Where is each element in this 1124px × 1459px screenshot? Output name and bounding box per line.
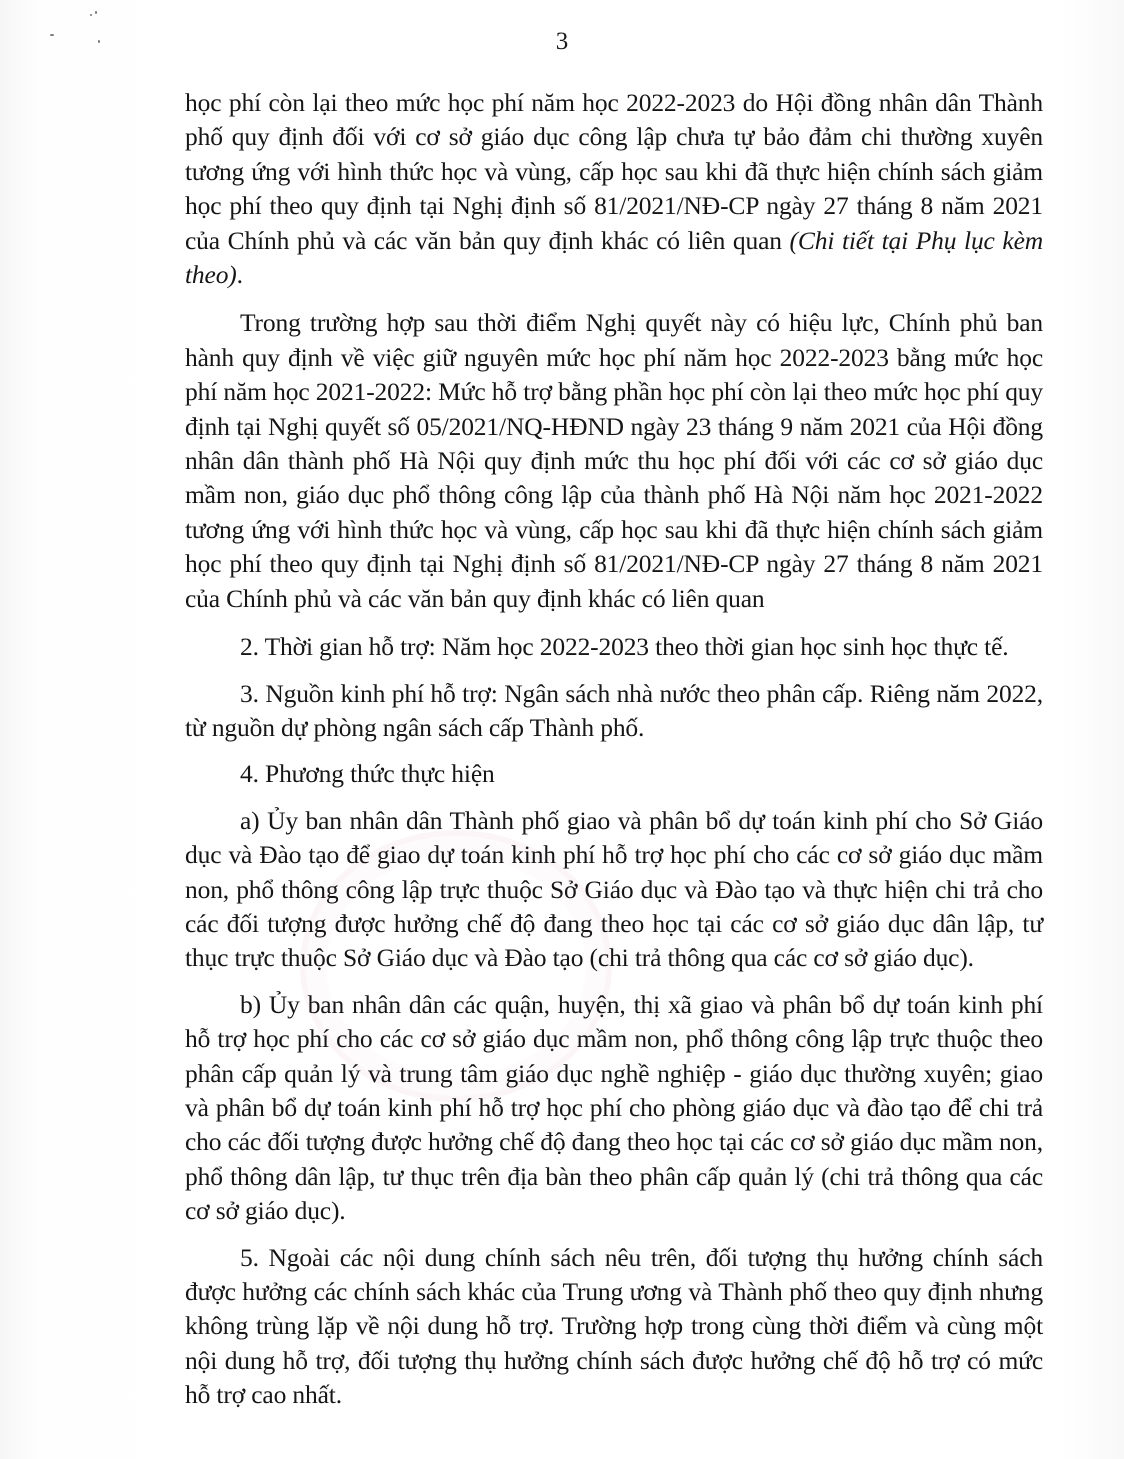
appendix-reference: (Chi tiết tại Phụ lục kèm theo): [185, 225, 1043, 290]
speck: [90, 14, 92, 16]
paragraph-support-period: 2. Thời gian hỗ trợ: Năm học 2022-2023 theo thời gian học sinh học thực tế.: [240, 632, 1009, 662]
document-body: [185, 86, 1043, 1413]
paragraph-implementation-heading: 4. Phương thức thực hiện: [240, 759, 495, 789]
paragraph-text: học phí còn lại theo mức học phí năm học 2022-2023 do Hội đồng nhân dân Thành phố quy định đối với cơ sở giáo dục công lập chưa tự bảo đảm chi thường xuyên tương ứng với hình thức học và vùng, cấp học sau khi đã thực hiện chính sách giảm học phí theo quy định tại Nghị định số 81/2021/NĐ-CP ngày 27 tháng 8 năm 2021 của Chính phủ và các văn bản quy định khác có liên quan: [185, 88, 1043, 255]
paragraph-item-b: b) Ủy ban nhân dân các quận, huyện, thị xã giao và phân bổ dự toán kinh phí hỗ trợ học phí cho các cơ sở giáo dục mầm non, phổ thông công lập trực thuộc theo phân cấp quản lý và trung tâm giáo dục nghề nghiệp - giáo dục thường xuyên; giao và phân bổ dự toán kinh phí hỗ trợ học phí cho phòng giáo dục và đào tạo để chi trả cho các đối tượng được hưởng chế độ đang theo học tại các cơ sở giáo dục mầm non, phổ thông dân lập, tư thục trên địa bàn theo phân cấp quản lý (chi trả thông qua các cơ sở giáo dục).: [185, 989, 1043, 1226]
paragraph-end: .: [236, 260, 243, 290]
paragraph-item-a: a) Ủy ban nhân dân Thành phố giao và phân bổ dự toán kinh phí cho Sở Giáo dục và Đào tạo để giao dự toán kinh phí hỗ trợ học phí cho các cơ sở giáo dục mầm non, phổ thông công lập trực thuộc Sở Giáo dục và Đào tạo và thực hiện chi trả cho các đối tượng được hưởng chế độ đang theo học tại các cơ sở giáo dục dân lập, tư thục trực thuộc Sở Giáo dục và Đào tạo (chi trả thông qua các cơ sở giáo dục).: [185, 805, 1043, 973]
paragraph-funding-source: 3. Nguồn kinh phí hỗ trợ: Ngân sách nhà nước theo phân cấp. Riêng năm 2022, từ nguồn dự phòng ngân sách cấp Thành phố.: [185, 678, 1043, 742]
page-number: 3: [555, 28, 569, 55]
speck: [95, 11, 97, 14]
paragraph-other-policies: 5. Ngoài các nội dung chính sách nêu trên, đối tượng thụ hưởng chính sách được hưởng các chính sách khác của Trung ương và Thành phố theo quy định nhưng không trùng lặp về nội dung hỗ trợ. Trường hợp trong cùng thời điểm và cùng một nội dung hỗ trợ, đối tượng thụ hưởng chính sách được hưởng chế độ hỗ trợ có mức hỗ trợ cao nhất.: [185, 1242, 1043, 1410]
paragraph-alternative-case: Trong trường hợp sau thời điểm Nghị quyết này có hiệu lực, Chính phủ ban hành quy định về việc giữ nguyên mức học phí năm học 2022-2023 bằng mức học phí năm học 2021-2022: Mức hỗ trợ bằng phần học phí còn lại theo mức học phí quy định tại Nghị quyết số 05/2021/NQ-HĐND ngày 23 tháng 9 năm 2021 của Hội đồng nhân dân thành phố Hà Nội quy định mức thu học phí đối với các cơ sở giáo dục mầm non, giáo dục phổ thông công lập của thành phố Hà Nội năm học 2021-2022 tương ứng với hình thức học và vùng, cấp học sau khi đã thực hiện chính sách giảm học phí theo quy định tại Nghị định số 81/2021/NĐ-CP ngày 27 tháng 8 năm 2021 của Chính phủ và các văn bản quy định khác có liên quan: [185, 308, 1043, 613]
paragraph-continuation: [185, 86, 1043, 292]
